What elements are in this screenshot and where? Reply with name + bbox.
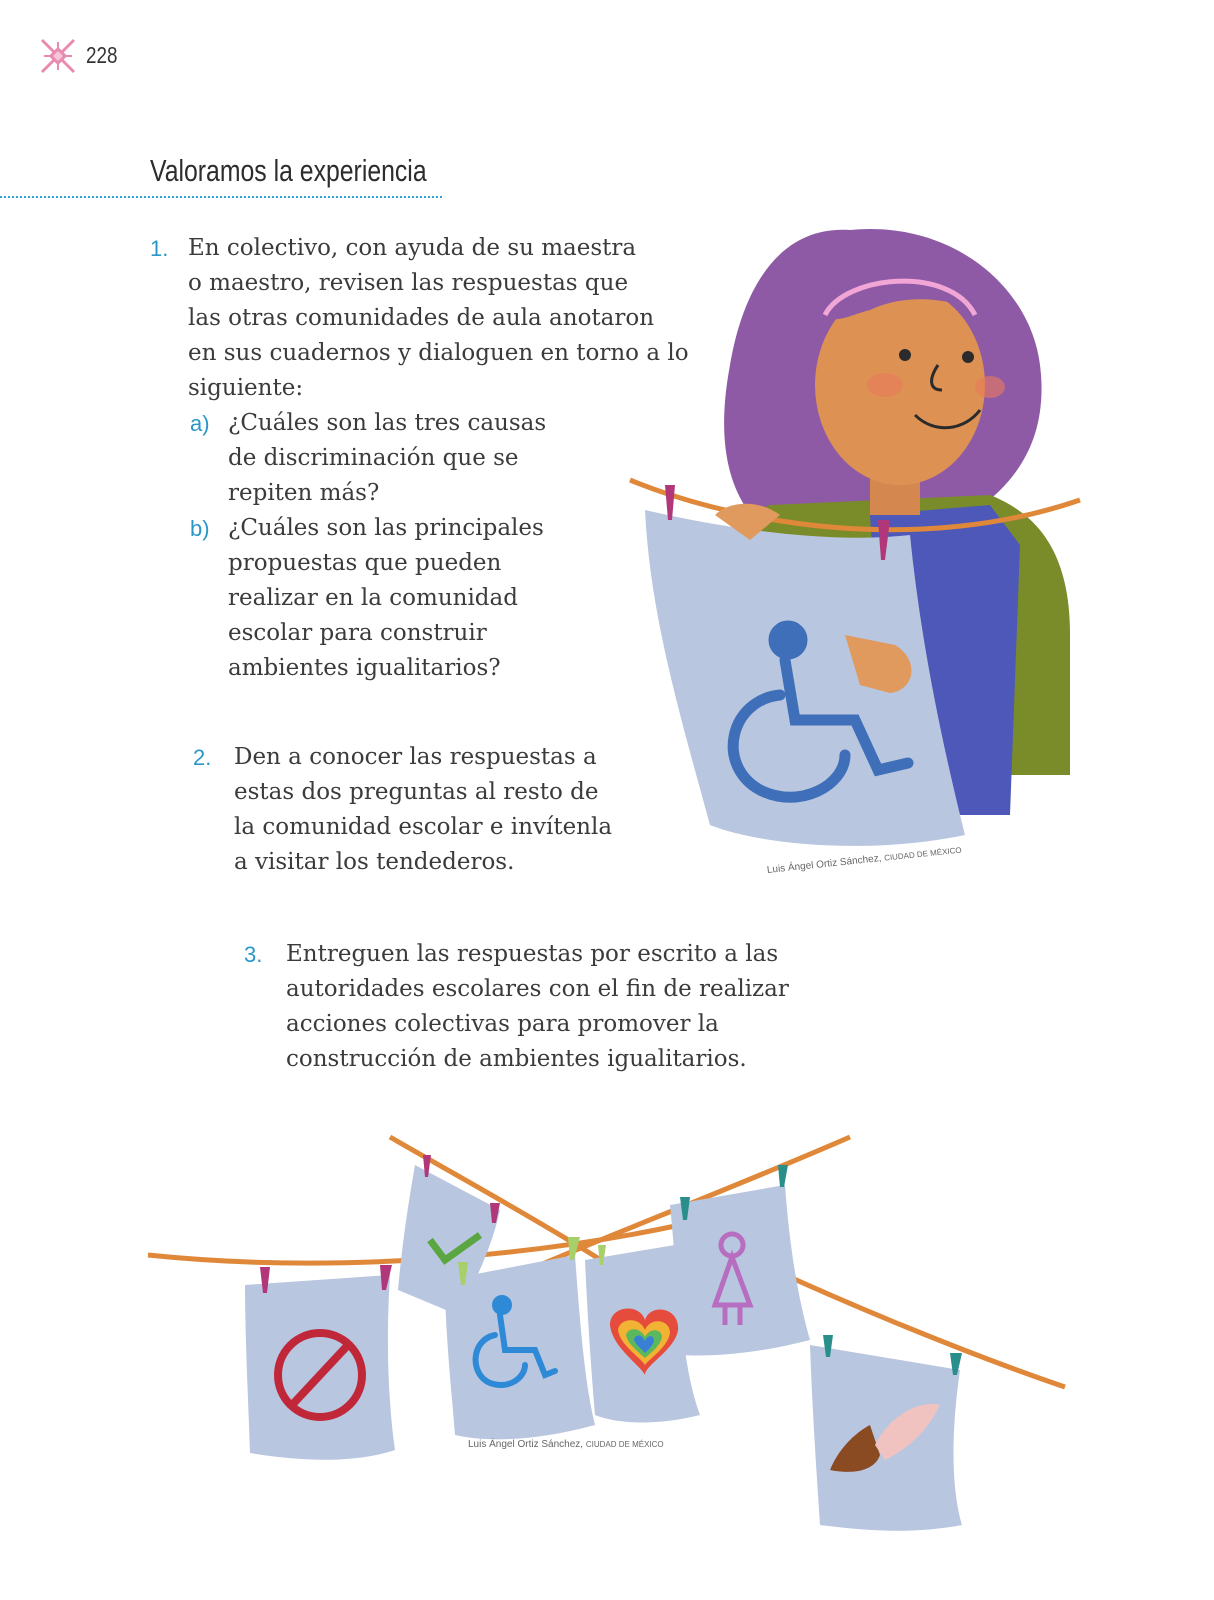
eye-left — [899, 349, 911, 361]
text-line: construcción de ambientes igualitarios. — [286, 1046, 747, 1072]
page-number: 228 — [86, 42, 118, 68]
text-line: ¿Cuáles son las principales — [228, 515, 544, 541]
text-line: ambientes igualitarios? — [228, 655, 501, 681]
subitem-letter: b) — [190, 516, 210, 541]
text-line: siguiente: — [188, 375, 304, 401]
clothespin-icon — [665, 485, 675, 520]
illustration-credit — [468, 1439, 664, 1450]
text-line: Entreguen las respuestas por escrito a las — [286, 941, 779, 967]
list-item-3 — [244, 937, 789, 1077]
clothespin-icon — [778, 1165, 788, 1187]
text-line: a visitar los tendederos. — [234, 849, 515, 875]
text-line: de discriminación que se — [228, 445, 519, 471]
text-line: autoridades escolares con el fin de realizar — [286, 976, 789, 1002]
page-header — [38, 34, 198, 78]
clothespin-icon — [380, 1265, 392, 1290]
text-line: acciones colectivas para promover la — [286, 1011, 719, 1037]
list-item-2 — [193, 740, 613, 880]
text-line: escolar para construir — [228, 620, 487, 646]
credit-name: Luis Ángel Ortiz Sánchez, — [468, 1439, 584, 1450]
clothesline-illustration — [140, 1125, 1080, 1555]
subitem-a — [190, 406, 547, 511]
list-item-1 — [150, 231, 689, 406]
girl-with-sign-illustration — [620, 215, 1090, 895]
text-line: ¿Cuáles son las tres causas — [228, 410, 547, 436]
subitem-b — [190, 511, 544, 686]
text-line: repiten más? — [228, 480, 380, 506]
item-number: 1. — [150, 236, 169, 261]
cloth-prohibited — [245, 1275, 395, 1460]
item-number: 3. — [244, 942, 263, 967]
text-line: estas dos preguntas al resto de — [234, 779, 599, 805]
text-line: o maestro, revisen las respuestas que — [188, 270, 629, 296]
credit-name: Luis Ángel Ortiz Sánchez, — [766, 853, 883, 876]
text-line: la comunidad escolar e invítenla — [234, 814, 613, 840]
cloth-woman — [670, 1185, 810, 1355]
item-number: 2. — [193, 745, 212, 770]
credit-place: CIUDAD DE MÉXICO — [585, 1440, 664, 1449]
credit-place: CIUDAD DE MÉXICO — [883, 845, 963, 863]
text-line: las otras comunidades de aula anotaron — [188, 305, 655, 331]
title-divider — [0, 196, 442, 198]
ornament-icon — [38, 36, 78, 76]
text-line: propuestas que pueden — [228, 550, 502, 576]
text-line: realizar en la comunidad — [228, 585, 518, 611]
subitem-letter: a) — [190, 411, 210, 436]
section-title: Valoramos la experiencia — [150, 153, 427, 188]
text-line: En colectivo, con ayuda de su maestra — [188, 235, 637, 261]
text-line: Den a conocer las respuestas a — [234, 744, 597, 770]
eye-right — [962, 351, 974, 363]
text-line: en sus cuadernos y dialoguen en torno a lo — [188, 340, 689, 366]
